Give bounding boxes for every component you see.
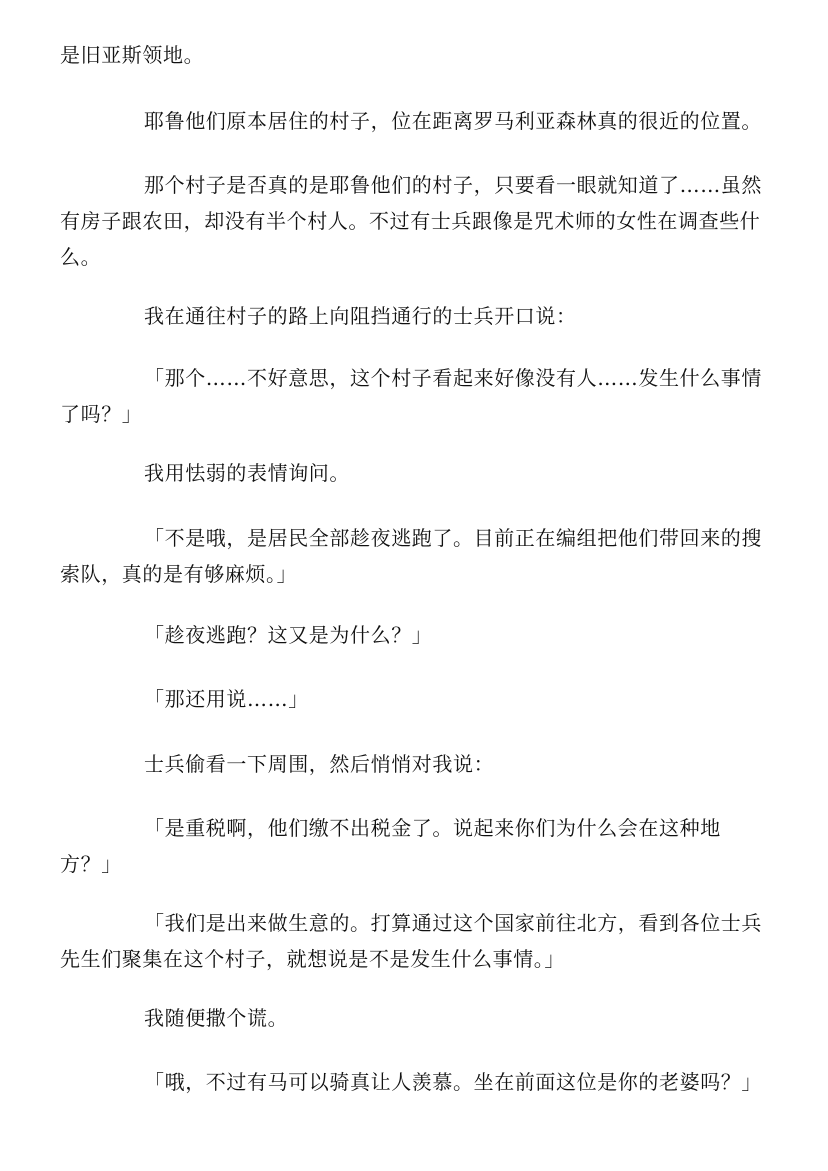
paragraph-1: 是旧亚斯领地。 [60,43,205,67]
paragraph-2: 耶鲁他们原本居住的村子，位在距离罗马利亚森林真的很近的位置。 [144,109,762,133]
paragraph-11: 「是重税啊，他们缴不出税金了。说起来你们为什么会在这种地方？」 [60,816,721,876]
paragraph-6: 我用怯弱的表情询问。 [144,461,350,485]
paragraph-5: 「那个……不好意思，这个村子看起来好像没有人……发生什么事情了吗？」 [60,366,762,426]
paragraph-8: 「趁夜逃跑？这又是为什么？」 [144,623,433,647]
paragraph-14: 「哦，不过有马可以骑真让人羡慕。坐在前面这位是你的老婆吗？」 [144,1070,762,1094]
paragraph-9: 「那还用说……」 [144,687,309,711]
paragraph-12: 「我们是出来做生意的。打算通过这个国家前往北方，看到各位士兵先生们聚集在这个村子，就想说是不是发生什么事情。」 [60,911,762,971]
paragraph-4: 我在通往村子的路上向阻挡通行的士兵开口说： [144,304,577,328]
paragraph-3: 那个村子是否真的是耶鲁他们的村子，只要看一眼就知道了……虽然有房子跟农田，却没有半个村人。不过有士兵跟像是咒术师的女性在调查些什么。 [60,173,762,269]
paragraph-13: 我随便撒个谎。 [144,1006,289,1030]
paragraph-10: 士兵偷看一下周围，然后悄悄对我说： [144,752,495,776]
paragraph-7: 「不是哦，是居民全部趁夜逃跑了。目前正在编组把他们带回来的搜索队，真的是有够麻烦。」 [60,526,762,586]
